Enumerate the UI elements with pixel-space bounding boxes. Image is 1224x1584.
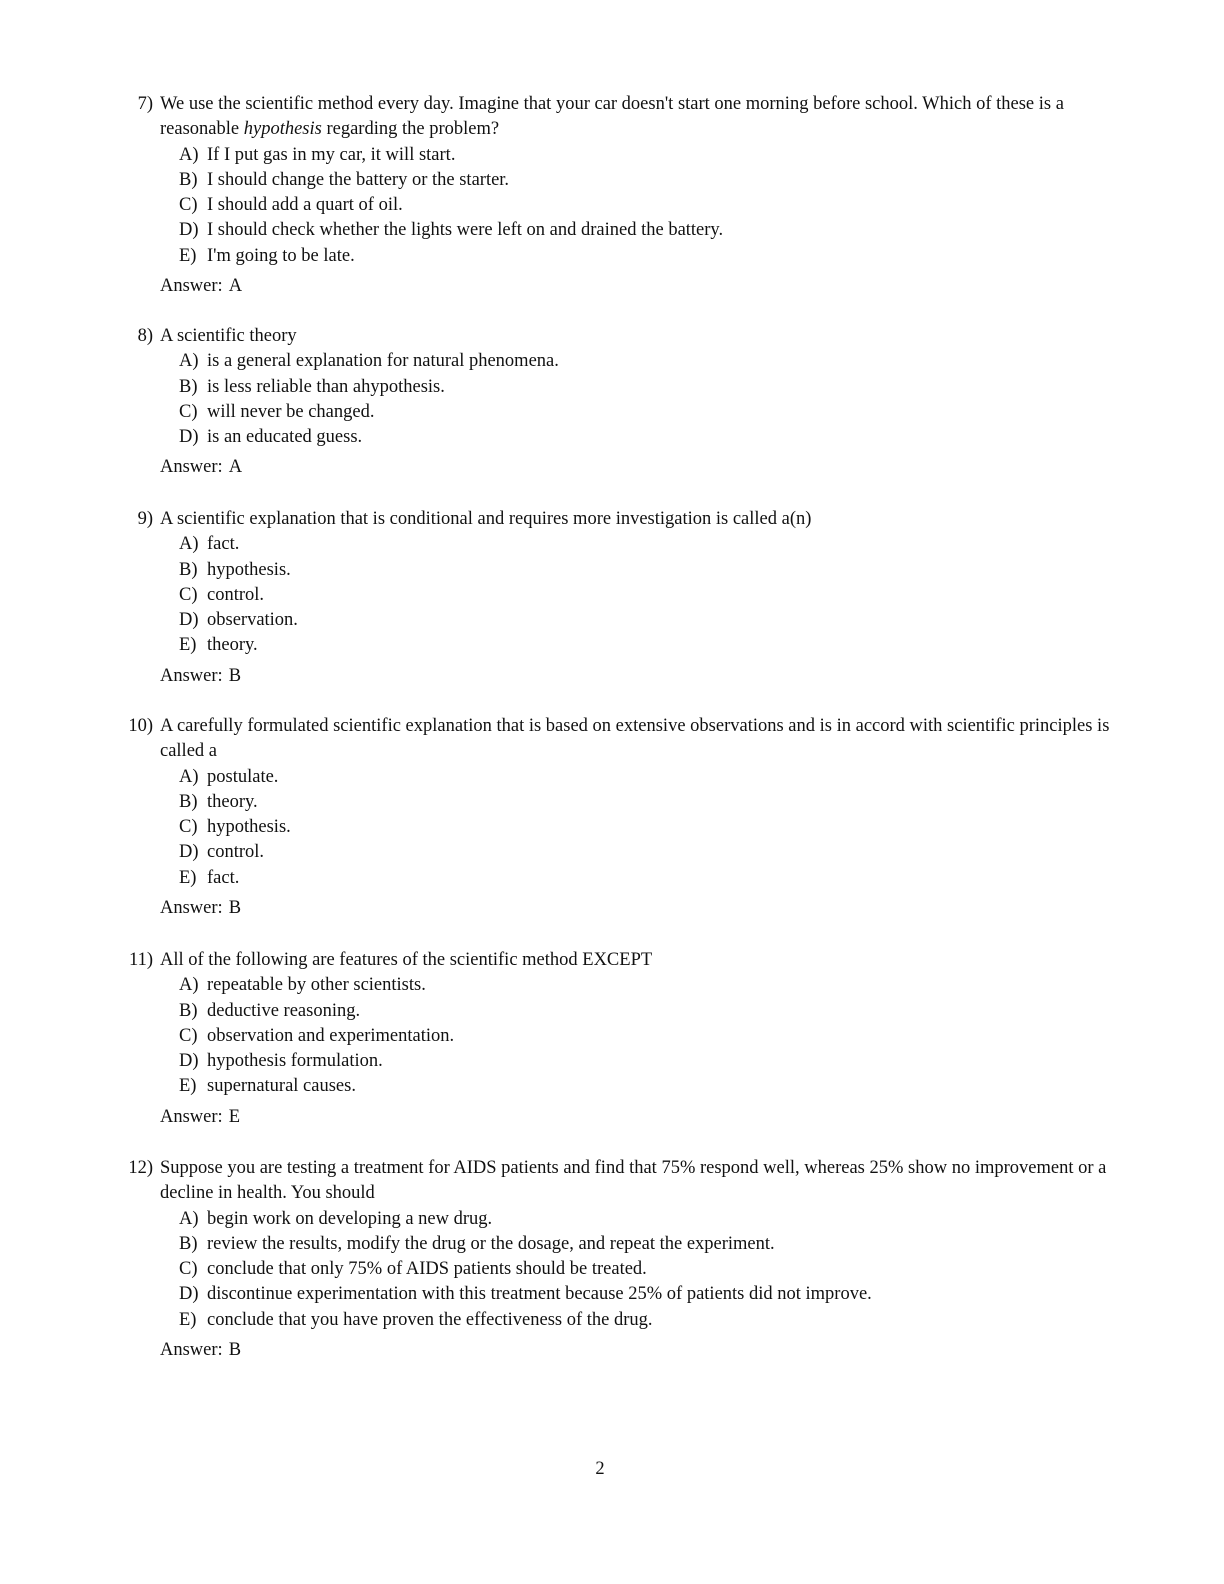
answer-value: B [228,1340,242,1361]
stem-text: We use the scientific method every day. Imagine that your car doesn't start one morning before school. Which of these is a reasonable [160,94,1064,140]
option-text: begin work on developing a new drug. [207,1208,493,1229]
option-label: B) [179,169,198,190]
question-number: 8) [137,326,153,346]
option-text: I should check whether the lights were left on and drained the battery. [207,220,724,241]
option-b [0,790,1224,815]
option-a [0,973,1224,998]
option-text: fact. [207,867,240,888]
option-text: hypothesis formulation. [207,1051,383,1072]
option-text: observation. [207,610,298,631]
option-label: B) [179,791,198,812]
question-stem [0,1156,1224,1207]
option-e [0,244,1224,269]
option-text: theory. [207,635,258,656]
option-text: conclude that you have proven the effectiveness of the drug. [207,1309,653,1330]
question-number: 12) [128,1158,153,1178]
page-number: 2 [595,1459,605,1479]
option-text: control. [207,842,265,863]
question-number: 7) [137,94,153,114]
option-list [0,143,1224,269]
question-stem [0,948,1224,973]
option-d [0,840,1224,865]
question-stem [0,92,1224,143]
option-label: C) [179,1259,198,1280]
question-stem [0,714,1224,765]
option-b [0,1232,1224,1257]
option-label: C) [179,401,198,422]
option-label: D) [179,610,199,631]
option-label: C) [179,195,198,216]
option-text: supernatural causes. [207,1076,356,1097]
option-d [0,1049,1224,1074]
option-text: hypothesis. [207,817,291,838]
answer-label: Answer: [160,665,223,686]
option-label: E) [179,1309,197,1330]
option-text: repeatable by other scientists. [207,975,426,996]
option-label: A) [179,975,199,996]
option-label: B) [179,376,198,397]
option-text: I should change the battery or the starter. [207,169,510,190]
question-stem [0,507,1224,532]
answer-label: Answer: [160,1106,223,1127]
question-number: 9) [137,509,153,529]
option-c [0,193,1224,218]
option-label: A) [179,534,199,555]
option-d [0,218,1224,243]
option-label: B) [179,1233,198,1254]
option-label: A) [179,1208,199,1229]
answer-value: E [228,1106,240,1127]
option-a [0,765,1224,790]
answer-value: A [228,276,243,297]
question-stem [0,324,1224,349]
question-11 [0,948,1224,1130]
option-d [0,608,1224,633]
question-9 [0,507,1224,689]
option-c [0,1024,1224,1049]
option-e [0,1308,1224,1333]
option-label: B) [179,559,198,580]
option-d [0,1282,1224,1307]
answer-line [0,274,1224,299]
option-text: is less reliable than ahypothesis. [207,376,445,397]
option-e [0,1074,1224,1099]
answer-value: B [228,665,242,686]
answer-line [0,664,1224,689]
option-text: theory. [207,791,258,812]
option-label: E) [179,867,197,888]
option-text: review the results, modify the drug or the dosage, and repeat the experiment. [207,1233,775,1254]
option-list [0,973,1224,1099]
option-label: C) [179,817,198,838]
option-text: will never be changed. [207,401,375,422]
question-number: 11) [129,950,153,970]
option-text: hypothesis. [207,559,291,580]
option-b [0,168,1224,193]
answer-line [0,1338,1224,1363]
option-a [0,349,1224,374]
option-text: I'm going to be late. [207,245,355,266]
option-label: A) [179,144,199,165]
option-label: C) [179,584,198,605]
option-label: A) [179,351,199,372]
option-text: conclude that only 75% of AIDS patients should be treated. [207,1259,647,1280]
option-list [0,765,1224,891]
option-text: deductive reasoning. [207,1000,361,1021]
option-label: D) [179,1284,199,1305]
option-label: E) [179,245,197,266]
option-label: D) [179,220,199,241]
answer-line [0,455,1224,480]
option-c [0,815,1224,840]
option-d [0,425,1224,450]
stem-emphasis: hypothesis [243,119,322,140]
option-e [0,866,1224,891]
answer-label: Answer: [160,898,223,919]
option-text: discontinue experimentation with this treatment because 25% of patients did not improve. [207,1284,872,1305]
option-label: A) [179,766,199,787]
option-label: E) [179,635,197,656]
option-a [0,532,1224,557]
option-text: observation and experimentation. [207,1025,455,1046]
answer-value: A [228,457,243,478]
option-label: D) [179,842,199,863]
option-label: B) [179,1000,198,1021]
answer-label: Answer: [160,276,223,297]
stem-text: All of the following are features of the scientific method EXCEPT [160,950,653,970]
option-label: D) [179,1051,199,1072]
option-b [0,375,1224,400]
stem-text: A carefully formulated scientific explanation that is based on extensive observations and is in accord with scientific principles is called a [160,716,1110,762]
answer-label: Answer: [160,1340,223,1361]
answer-label: Answer: [160,457,223,478]
question-10 [0,714,1224,921]
answer-line [0,1105,1224,1130]
stem-text: A scientific theory [160,326,297,346]
question-7 [0,92,1224,299]
option-b [0,558,1224,583]
stem-text: Suppose you are testing a treatment for AIDS patients and find that 75% respond well, whereas 25% show no improvement or a decline in health. You should [160,1158,1107,1204]
option-text: postulate. [207,766,279,787]
question-8 [0,324,1224,481]
option-text: If I put gas in my car, it will start. [207,144,456,165]
option-b [0,999,1224,1024]
option-text: is a general explanation for natural phenomena. [207,351,559,372]
option-c [0,400,1224,425]
question-number: 10) [128,716,153,736]
option-label: E) [179,1076,197,1097]
option-c [0,583,1224,608]
option-label: D) [179,427,199,448]
option-list [0,1207,1224,1333]
answer-line [0,896,1224,921]
option-text: is an educated guess. [207,427,363,448]
stem-text: A scientific explanation that is conditional and requires more investigation is called a(n) [160,509,812,529]
stem-text-end: regarding the problem? [321,119,500,140]
question-12 [0,1156,1224,1363]
answer-value: B [228,898,242,919]
option-c [0,1257,1224,1282]
option-list [0,532,1224,658]
option-text: I should add a quart of oil. [207,195,403,216]
option-a [0,143,1224,168]
option-text: fact. [207,534,240,555]
option-e [0,633,1224,658]
option-label: C) [179,1025,198,1046]
option-list [0,349,1224,450]
option-text: control. [207,584,265,605]
option-a [0,1207,1224,1232]
